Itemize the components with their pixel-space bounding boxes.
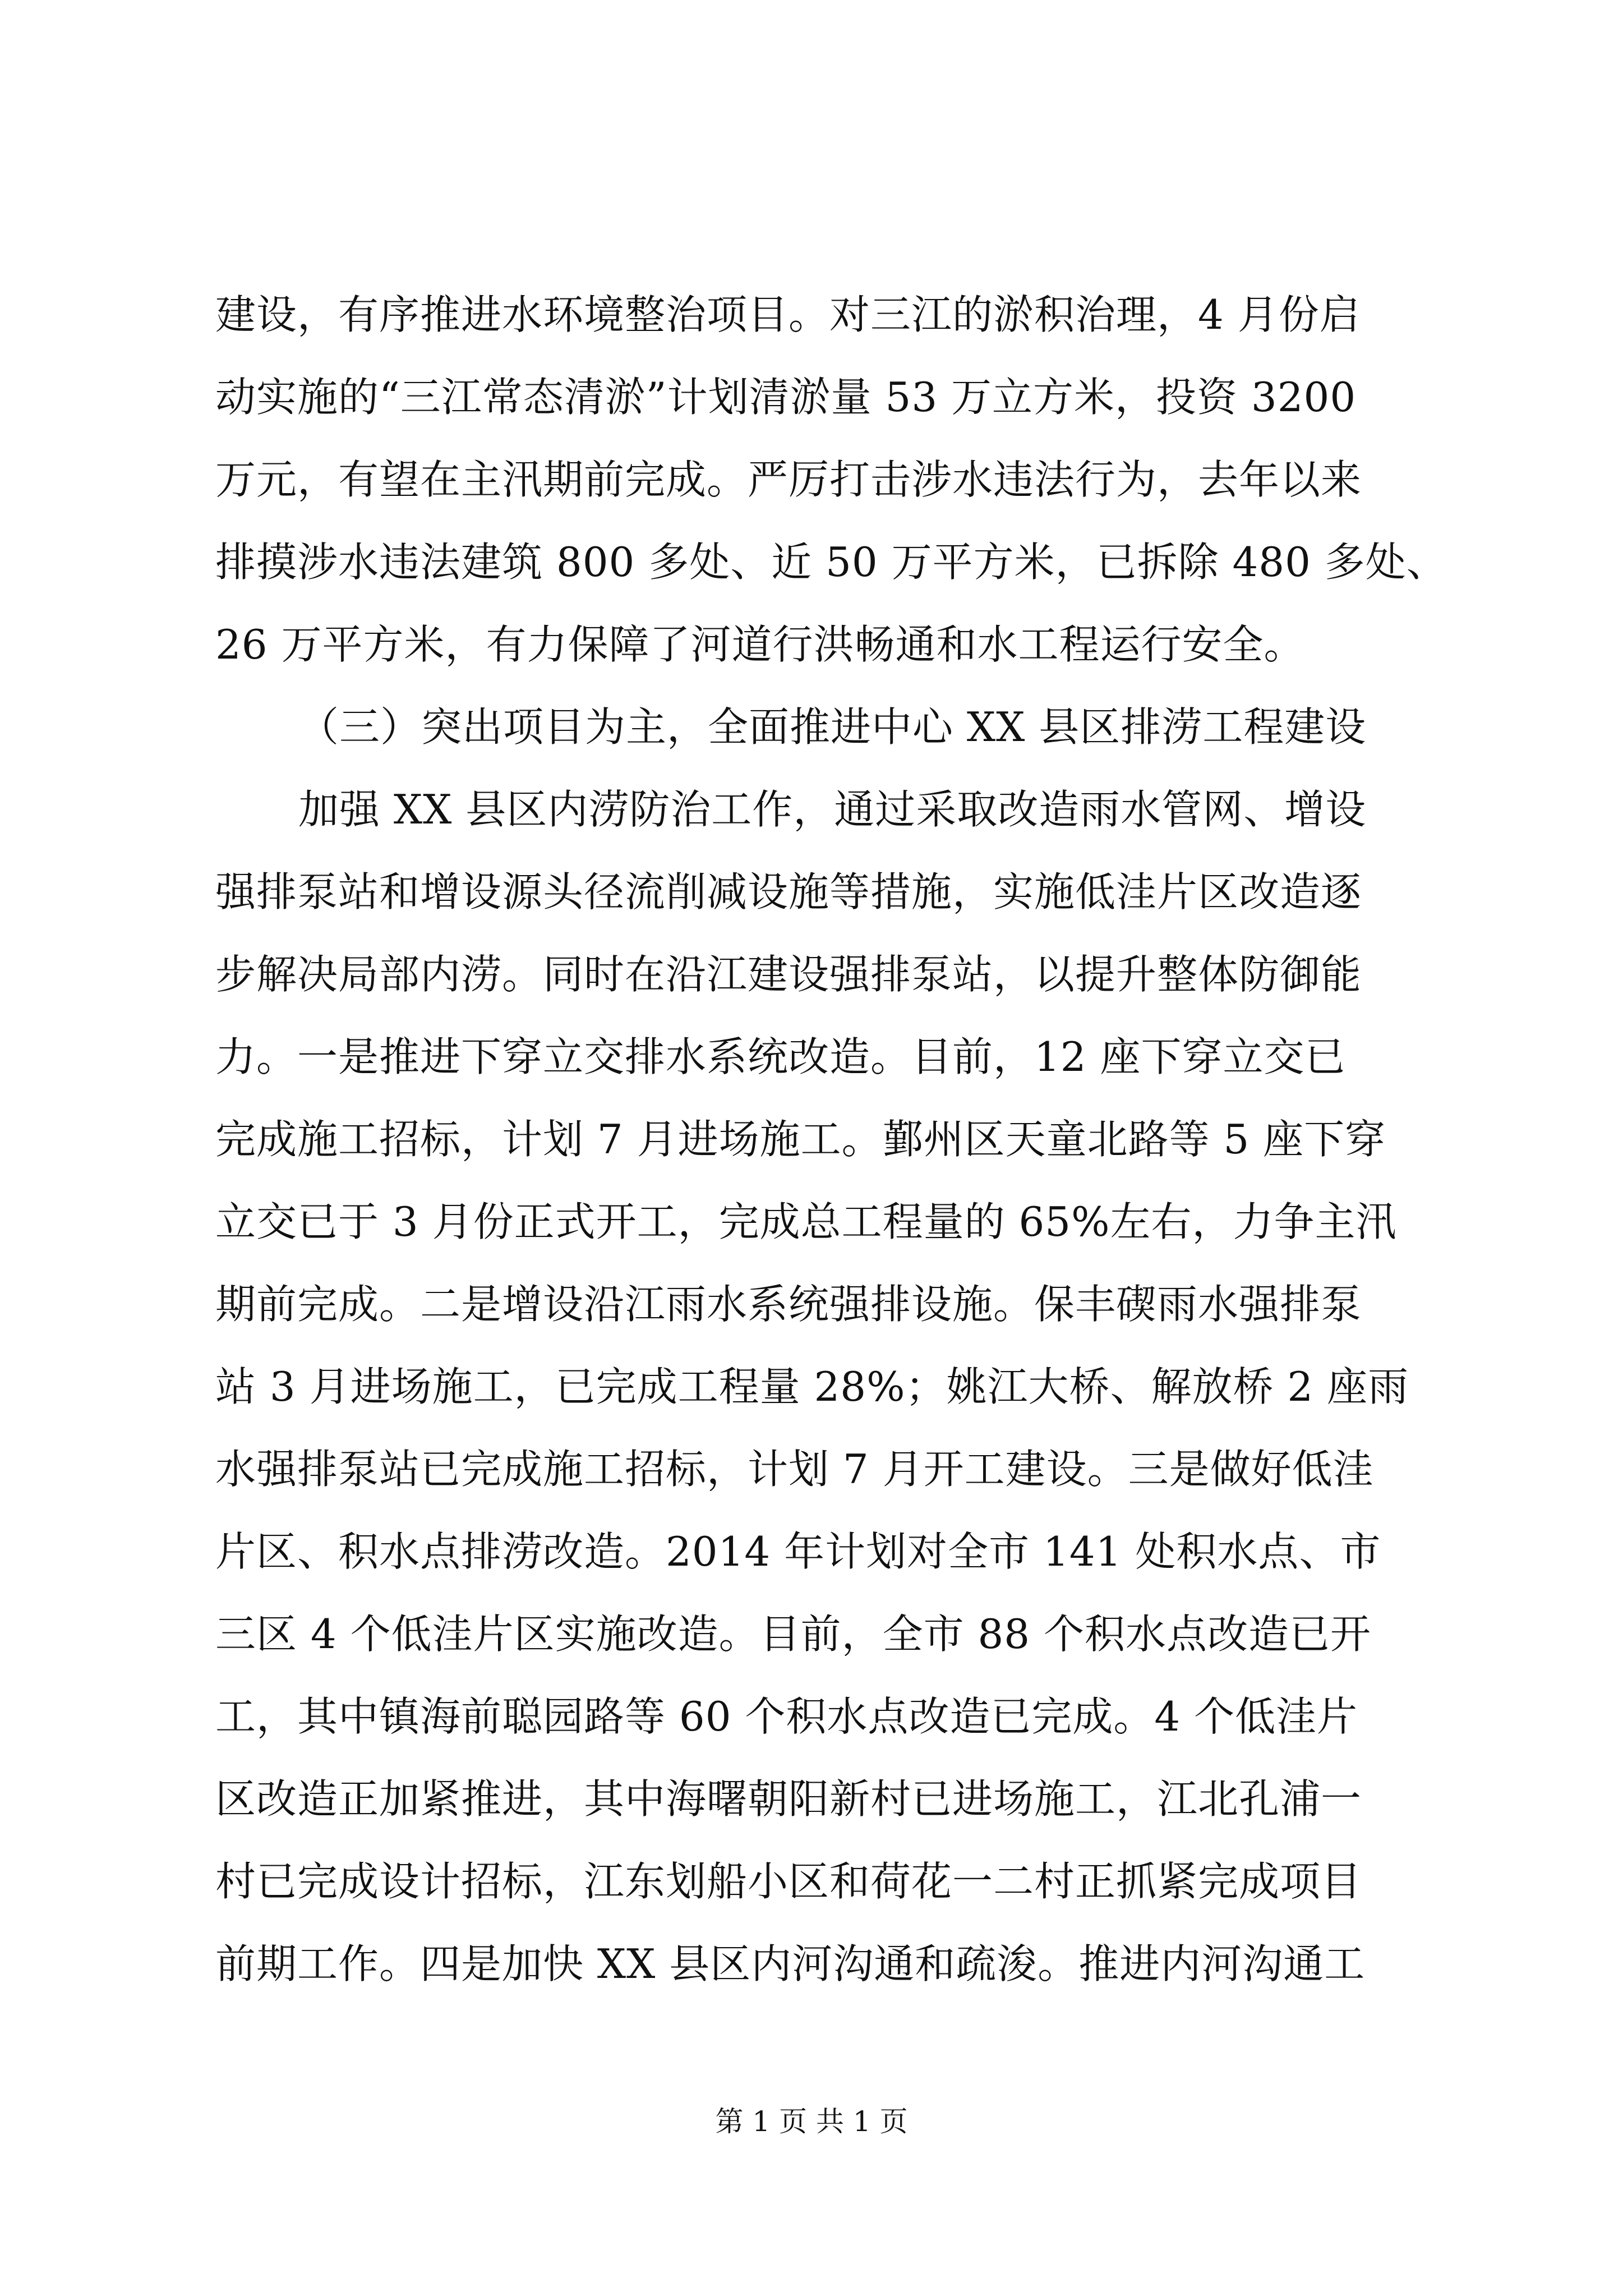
text-line: 动实施的“三江常态清淤”计划清淤量 53 万立方米，投资 3200: [215, 374, 1357, 421]
text-line: 三区 4 个低洼片区实施改造。目前，全市 88 个积水点改造已开: [215, 1611, 1371, 1658]
text-line: 立交已于 3 月份正式开工，完成总工程量的 65%左右，力争主汛: [215, 1198, 1397, 1245]
text-line: 工，其中镇海前聪园路等 60 个积水点改造已完成。4 个低洼片: [215, 1693, 1358, 1740]
text-line: 建设，有序推进水环境整治项目。对三江的淤积治理，4 月份启: [215, 291, 1361, 338]
text-line: 26 万平方米，有力保障了河道行洪畅通和水工程运行安全。: [215, 621, 1305, 668]
text-line: 前期工作。四是加快 XX 县区内河沟通和疏浚。推进内河沟通工: [215, 1940, 1366, 1987]
text-line: 步解决局部内涝。同时在沿江建设强排泵站，以提升整体防御能: [215, 951, 1362, 998]
text-line: 村已完成设计招标，江东划船小区和荷花一二村正抓紧完成项目: [215, 1858, 1362, 1905]
text-line: 站 3 月进场施工，已完成工程量 28%；姚江大桥、解放桥 2 座雨: [215, 1363, 1409, 1410]
text-line: 力。一是推进下穿立交排水系统改造。目前，12 座下穿立交已: [215, 1033, 1346, 1080]
text-line: 万元，有望在主汛期前完成。严厉打击涉水违法行为，去年以来: [215, 456, 1362, 503]
document-body: [215, 274, 1447, 2005]
text-line: 片区、积水点排涝改造。2014 年计划对全市 141 处积水点、市: [215, 1528, 1381, 1575]
paragraph-first-line: 加强 XX 县区内涝防治工作，通过采取改造雨水管网、增设: [298, 786, 1367, 833]
text-line: 区改造正加紧推进，其中海曙朝阳新村已进场施工，江北孔浦一: [215, 1775, 1362, 1823]
page-footer: 第 1 页 共 1 页: [715, 2105, 908, 2138]
text-line: 排摸涉水违法建筑 800 多处、近 50 万平方米，已拆除 480 多处、: [215, 539, 1447, 586]
text-line: 期前完成。二是增设沿江雨水系统强排设施。保丰碶雨水强排泵: [215, 1281, 1362, 1328]
text-line: 水强排泵站已完成施工招标，计划 7 月开工建设。三是做好低洼: [215, 1446, 1374, 1493]
section-heading: （三）突出项目为主，全面推进中心 XX 县区排涝工程建设: [298, 703, 1367, 751]
text-line: 强排泵站和增设源头径流削减设施等措施，实施低洼片区改造逐: [215, 868, 1362, 915]
text-line: 完成施工招标，计划 7 月进场施工。鄞州区天童北路等 5 座下穿: [215, 1116, 1386, 1163]
